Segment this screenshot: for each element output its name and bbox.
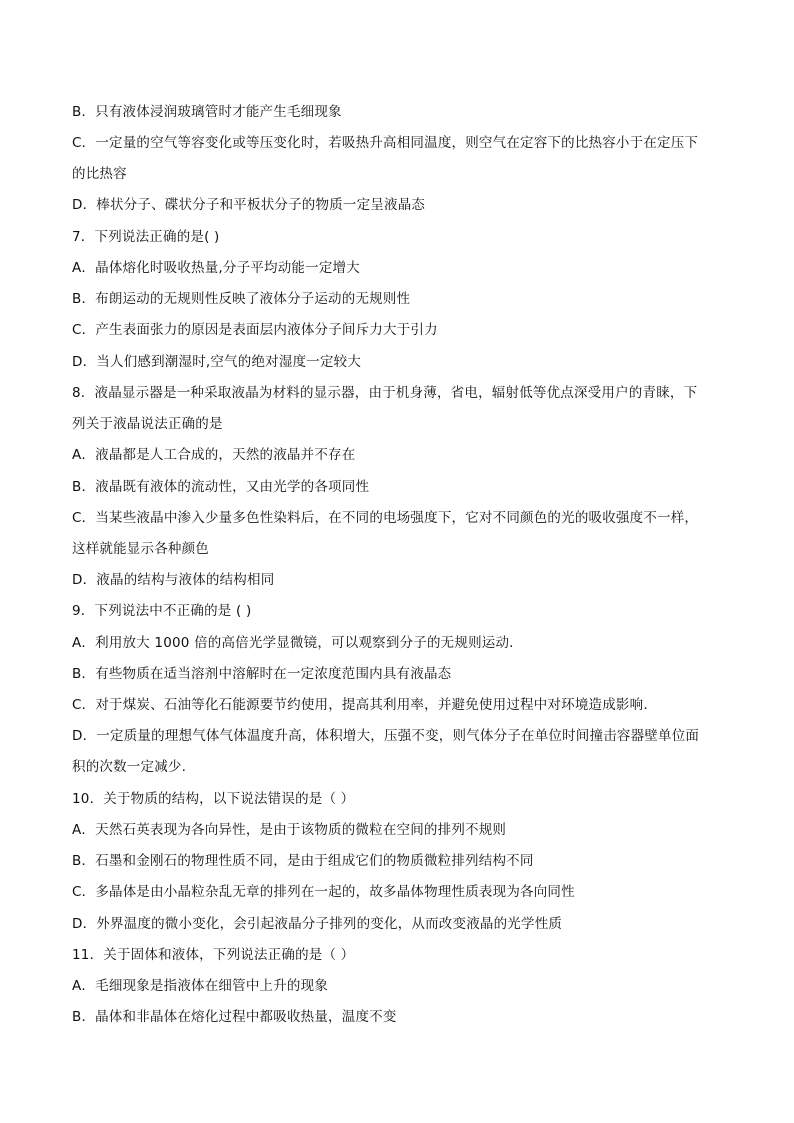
option-line: A．天然石英表现为各向异性，是由于该物质的微粒在空间的排列不规则 xyxy=(72,822,507,838)
option-line: D．一定质量的理想气体气体温度升高，体积增大，压强不变，则气体分子在单位时间撞击容器壁单位面 xyxy=(72,728,700,744)
option-line: B．晶体和非晶体在熔化过程中都吸收热量，温度不变 xyxy=(72,1009,397,1025)
option-line: D．外界温度的微小变化，会引起液晶分子排列的变化，从而改变液晶的光学性质 xyxy=(72,916,563,932)
option-line: A．晶体熔化时吸收热量,分子平均动能一定增大 xyxy=(72,260,360,276)
option-line-continued: 的比热容 xyxy=(72,166,127,182)
question-stem: 9．下列说法中不正确的是 ( ) xyxy=(72,603,252,619)
option-line: D．液晶的结构与液体的结构相同 xyxy=(72,572,275,588)
question-stem: 10．关于物质的结构，以下说法错误的是（ ） xyxy=(72,791,355,807)
question-stem-continued: 列关于液晶说法正确的是 xyxy=(72,416,223,432)
question-stem: 7．下列说法正确的是( ) xyxy=(72,229,220,245)
option-line: D．棒状分子、碟状分子和平板状分子的物质一定呈液晶态 xyxy=(72,197,426,213)
option-line: B．有些物质在适当溶剂中溶解时在一定浓度范围内具有液晶态 xyxy=(72,666,452,682)
option-line: C．产生表面张力的原因是表面层内液体分子间斥力大于引力 xyxy=(72,322,438,338)
option-line: B．石墨和金刚石的物理性质不同，是由于组成它们的物质微粒排列结构不同 xyxy=(72,853,534,869)
option-line: A．毛细现象是指液体在细管中上升的现象 xyxy=(72,978,329,994)
option-line-continued: 积的次数一定减少. xyxy=(72,759,187,775)
option-line: A．利用放大 1000 倍的高倍光学显微镜，可以观察到分子的无规则运动. xyxy=(72,635,514,651)
option-line: C．当某些液晶中渗入少量多色性染料后，在不同的电场强度下，它对不同颜色的光的吸收强度不一样， xyxy=(72,510,699,526)
option-line: C．对于煤炭、石油等化石能源要节约使用，提高其利用率，并避免使用过程中对环境造成影响. xyxy=(72,697,648,713)
option-line: B．只有液体浸润玻璃管时才能产生毛细现象 xyxy=(72,104,342,120)
option-line: D．当人们感到潮湿时,空气的绝对湿度一定较大 xyxy=(72,354,362,370)
option-line: B．布朗运动的无规则性反映了液体分子运动的无规则性 xyxy=(72,291,411,307)
question-stem: 8．液晶显示器是一种采取液晶为材料的显示器，由于机身薄，省电，辐射低等优点深受用户的青睐，下 xyxy=(72,385,698,401)
option-line-continued: 这样就能显示各种颜色 xyxy=(72,541,209,557)
option-line: B．液晶既有液体的流动性，又由光学的各项同性 xyxy=(72,479,370,495)
option-line: C．多晶体是由小晶粒杂乱无章的排列在一起的，故多晶体物理性质表现为各向同性 xyxy=(72,884,575,900)
question-stem: 11．关于固体和液体，下列说法正确的是（ ） xyxy=(72,947,355,963)
option-line: C．一定量的空气等容变化或等压变化时，若吸热升高相同温度，则空气在定容下的比热容小于在定压下 xyxy=(72,135,699,151)
option-line: A．液晶都是人工合成的，天然的液晶并不存在 xyxy=(72,447,356,463)
